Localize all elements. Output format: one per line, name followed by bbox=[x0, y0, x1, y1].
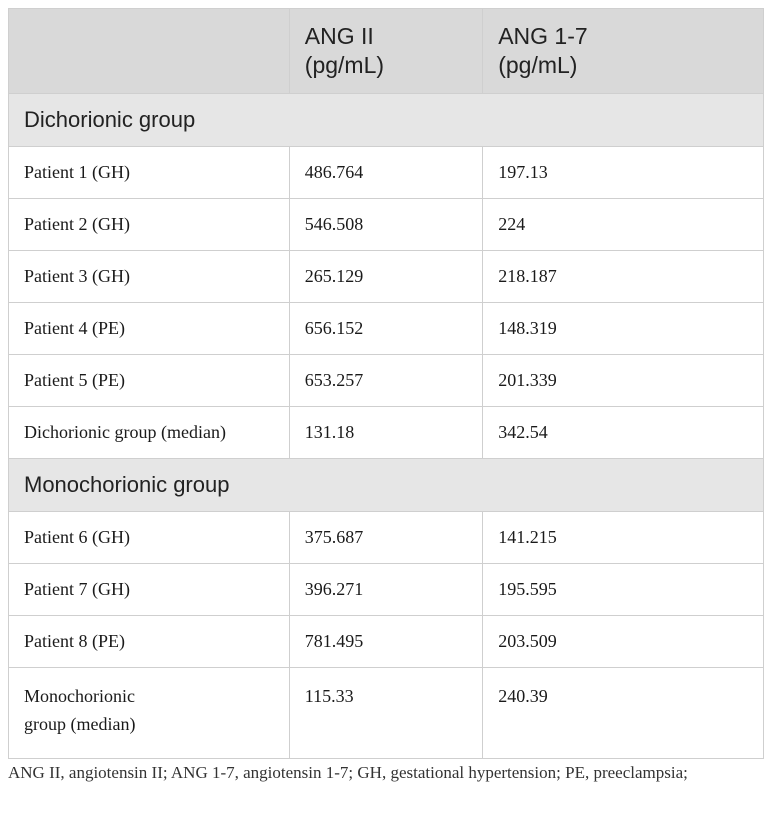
median-label-line1: Monochorionic bbox=[24, 686, 135, 706]
ang17-value: 197.13 bbox=[483, 147, 764, 199]
patient-label: Patient 3 (GH) bbox=[9, 251, 290, 303]
table-row-median bbox=[9, 668, 764, 759]
ang2-value: 131.18 bbox=[289, 407, 482, 459]
table-row bbox=[9, 199, 764, 251]
patient-label: Patient 4 (PE) bbox=[9, 303, 290, 355]
group-row-monochorionic bbox=[9, 459, 764, 512]
ang2-value: 653.257 bbox=[289, 355, 482, 407]
table-row bbox=[9, 564, 764, 616]
ang2-value: 781.495 bbox=[289, 616, 482, 668]
median-label-line2: group (median) bbox=[24, 714, 136, 734]
group-row-dichorionic bbox=[9, 94, 764, 147]
table-row bbox=[9, 251, 764, 303]
table-row-median bbox=[9, 407, 764, 459]
group-title: Monochorionic group bbox=[9, 459, 764, 512]
header-ang2-line2: (pg/mL) bbox=[304, 52, 385, 78]
header-ang17-line1: ANG 1-7 bbox=[498, 23, 588, 49]
header-ang2-line1: ANG II bbox=[304, 23, 374, 49]
ang17-value: 342.54 bbox=[483, 407, 764, 459]
patient-label: Patient 5 (PE) bbox=[9, 355, 290, 407]
table-row bbox=[9, 616, 764, 668]
ang17-value: 240.39 bbox=[483, 668, 764, 759]
patient-label: Patient 1 (GH) bbox=[9, 147, 290, 199]
table-row bbox=[9, 355, 764, 407]
ang2-value: 546.508 bbox=[289, 199, 482, 251]
patient-label: Patient 2 (GH) bbox=[9, 199, 290, 251]
patient-label: Patient 7 (GH) bbox=[9, 564, 290, 616]
ang17-value: 203.509 bbox=[483, 616, 764, 668]
header-ang17 bbox=[483, 9, 764, 94]
median-label: Dichorionic group (median) bbox=[9, 407, 290, 459]
ang2-value: 486.764 bbox=[289, 147, 482, 199]
table-footnote: ANG II, angiotensin II; ANG 1-7, angiotensin 1-7; GH, gestational hypertension; PE, preeclampsia; bbox=[8, 763, 688, 782]
data-table bbox=[8, 8, 764, 759]
table-row bbox=[9, 147, 764, 199]
ang2-value: 115.33 bbox=[289, 668, 482, 759]
ang17-value: 148.319 bbox=[483, 303, 764, 355]
ang2-value: 375.687 bbox=[289, 512, 482, 564]
header-empty-cell bbox=[9, 9, 290, 94]
ang2-value: 656.152 bbox=[289, 303, 482, 355]
ang2-value: 396.271 bbox=[289, 564, 482, 616]
ang17-value: 224 bbox=[483, 199, 764, 251]
header-ang17-line2: (pg/mL) bbox=[498, 52, 578, 78]
ang17-value: 141.215 bbox=[483, 512, 764, 564]
ang17-value: 201.339 bbox=[483, 355, 764, 407]
patient-label: Patient 8 (PE) bbox=[9, 616, 290, 668]
table-row bbox=[9, 512, 764, 564]
table-row bbox=[9, 303, 764, 355]
group-title: Dichorionic group bbox=[9, 94, 764, 147]
header-ang2 bbox=[289, 9, 482, 94]
ang17-value: 218.187 bbox=[483, 251, 764, 303]
header-row bbox=[9, 9, 764, 94]
ang2-value: 265.129 bbox=[289, 251, 482, 303]
patient-label: Patient 6 (GH) bbox=[9, 512, 290, 564]
ang17-value: 195.595 bbox=[483, 564, 764, 616]
median-label bbox=[9, 668, 290, 759]
